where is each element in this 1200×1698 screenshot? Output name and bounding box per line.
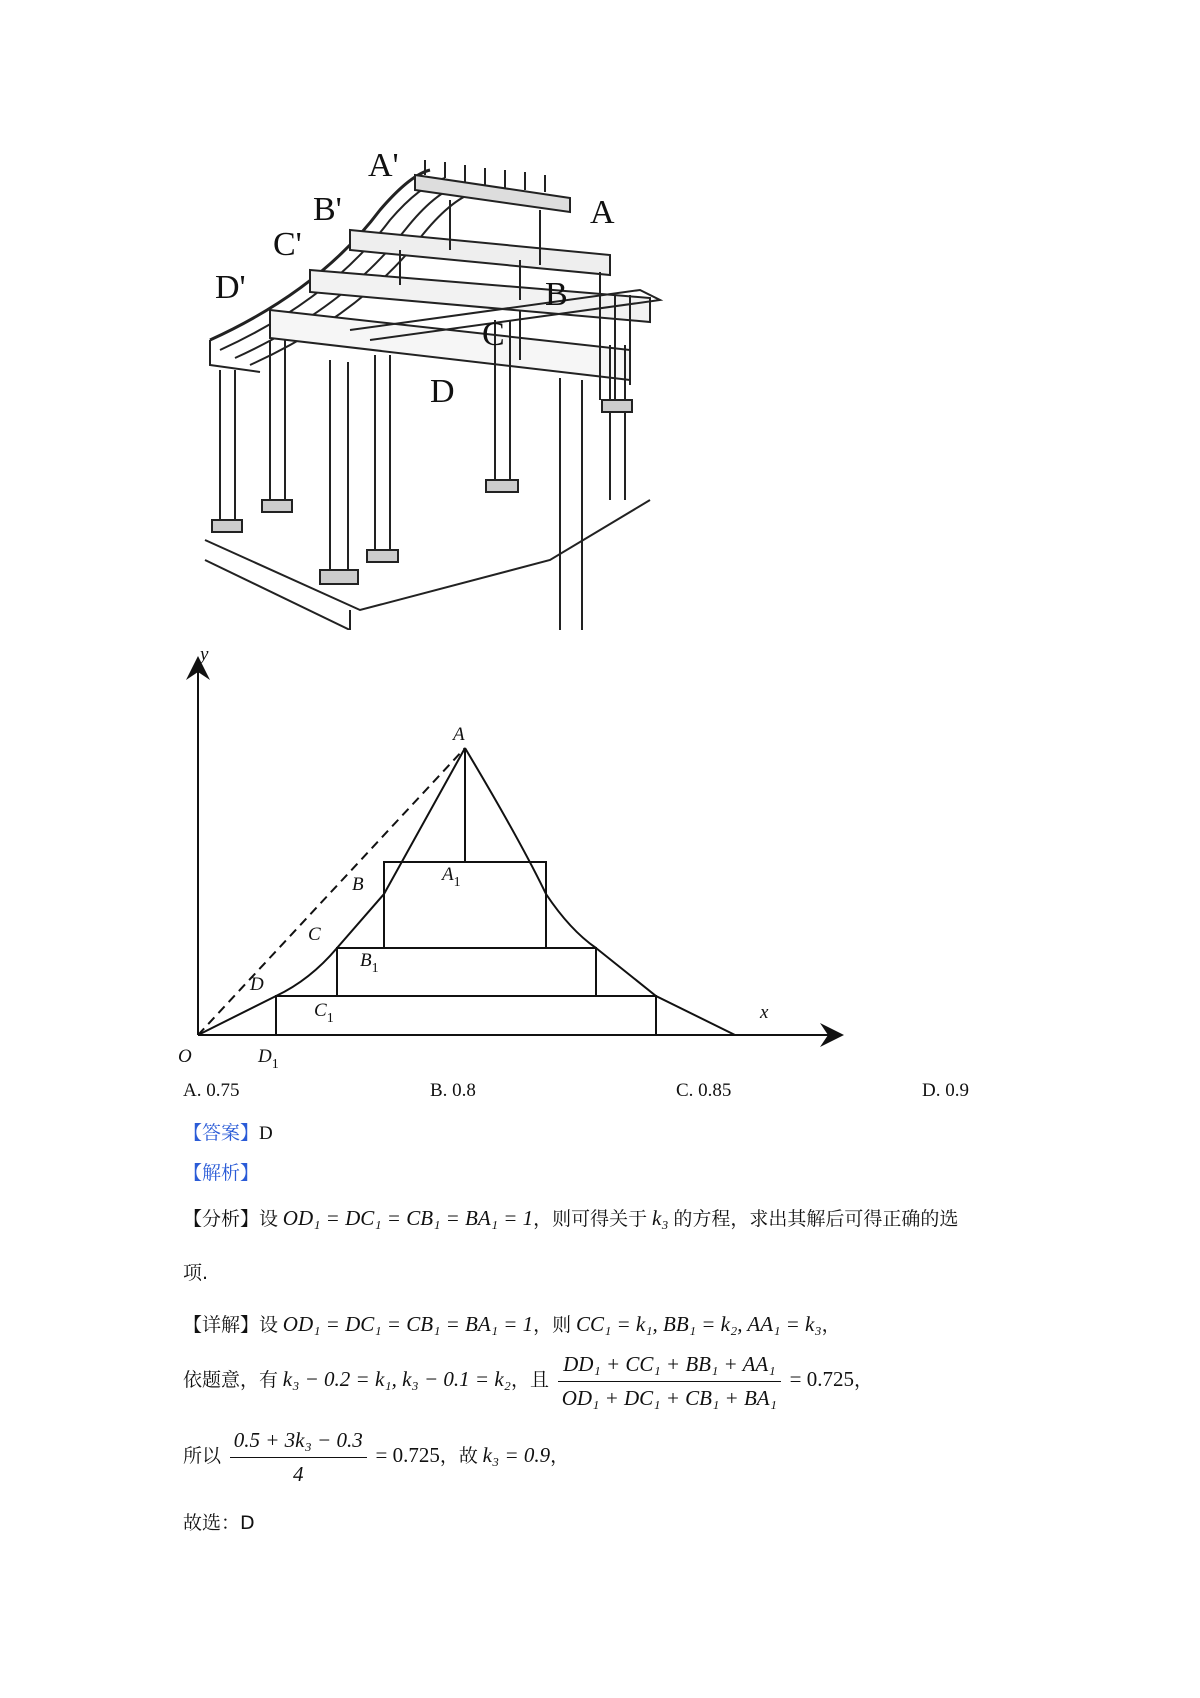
axis-label-y: y [200,644,209,665]
final-answer: 故选：D [183,1512,255,1534]
choice-b: B. 0.8 [430,1080,476,1101]
label-a-prime: A' [368,147,399,184]
point-label-C: C [308,924,321,945]
xiangjie-equation-1: OD₁ = DC₁ = CB₁ = BA₁ = 1 [282,1312,534,1336]
point-label-D1: $D_1$ [258,1046,279,1072]
xiangjie-equation-2: CC₁ = k₁, BB₁ = k₂, AA₁ = k₃ [575,1312,822,1336]
answer-line [183,1118,273,1145]
label-b: B [545,276,568,313]
ratio-rhs: = 0.725 [789,1366,855,1391]
roof-curve-right [465,748,735,1035]
label-c: C [482,316,505,353]
xiangjie-line: 【详解】设 OD₁ = DC₁ = CB₁ = BA₁ = 1，则 CC₁ = k₁, BB₁ = k₂, AA₁ = k₃， [183,1312,841,1336]
choice-a: A. 0.75 [183,1080,240,1101]
dashed-chord-OA [198,748,465,1035]
fenxi-tag: 【分析】 [183,1208,260,1230]
analysis-tag: 【解析】 [183,1162,260,1184]
condition-line: 依题意，有 k₃ − 0.2 = k₁, k₃ − 0.1 = k₂，且 $\frac{\text{DD₁ + CC₁ + BB₁ + AA₁}}{\text{OD₁ + DC₁ + CB₁ + BA₁}}$ = 0.725， [183,1352,874,1410]
fenxi-continuation: 项. [183,1262,209,1284]
ratio-fraction [558,1352,781,1411]
solve-denominator: 4 [293,1462,304,1486]
condition-equations: k₃ − 0.2 = k₁, k₃ − 0.1 = k₂ [282,1366,511,1391]
point-label-O: O [178,1046,192,1067]
label-b-prime: B' [313,191,342,228]
ratio-numerator: DD₁ + CC₁ + BB₁ + AA₁ [558,1352,781,1382]
fenxi-variable: k₃ [651,1206,669,1230]
fenxi-equation: OD₁ = DC₁ = CB₁ = BA₁ = 1 [282,1206,534,1230]
axis-label-x: x [760,1002,769,1023]
solve-rhs: = 0.725 [375,1442,440,1467]
solve-result: k₃ = 0.9 [482,1442,551,1467]
roof-profile-diagram [170,640,870,1080]
roof-frame-illustration [200,140,740,630]
point-label-B1: $B_1$ [360,950,379,976]
solve-fraction [230,1428,367,1487]
xiangjie-tag: 【详解】 [183,1314,260,1336]
choice-c: C. 0.85 [676,1080,732,1101]
point-label-A: A [453,724,465,745]
choice-d: D. 0.9 [922,1080,969,1101]
point-label-D: D [250,974,264,995]
label-c-prime: C' [273,226,302,263]
solve-line: 所以 $\frac{\text{0.5 + 3k₃ − 0.3}}{4}$ = 0.725，故 k₃ = 0.9， [183,1428,570,1486]
answer-tag: 【答案】 [183,1122,260,1144]
solve-numerator: 0.5 + 3k₃ − 0.3 [230,1428,367,1458]
rect-B-tier [384,862,546,948]
answer-value: D [259,1123,273,1144]
ratio-denominator: OD₁ + DC₁ + CB₁ + BA₁ [561,1386,777,1410]
label-d-prime: D' [215,269,246,306]
label-a: A [590,194,615,231]
point-label-A1: $A_1$ [442,864,461,890]
fenxi-line: 【分析】设 OD₁ = DC₁ = CB₁ = BA₁ = 1，则可得关于 k₃ 的方程，求出其解后可得正确的选 [183,1206,959,1230]
analysis-heading [183,1158,259,1185]
label-d: D [430,373,455,410]
point-label-C1: $C_1$ [314,1000,334,1026]
point-label-B: B [352,874,364,895]
